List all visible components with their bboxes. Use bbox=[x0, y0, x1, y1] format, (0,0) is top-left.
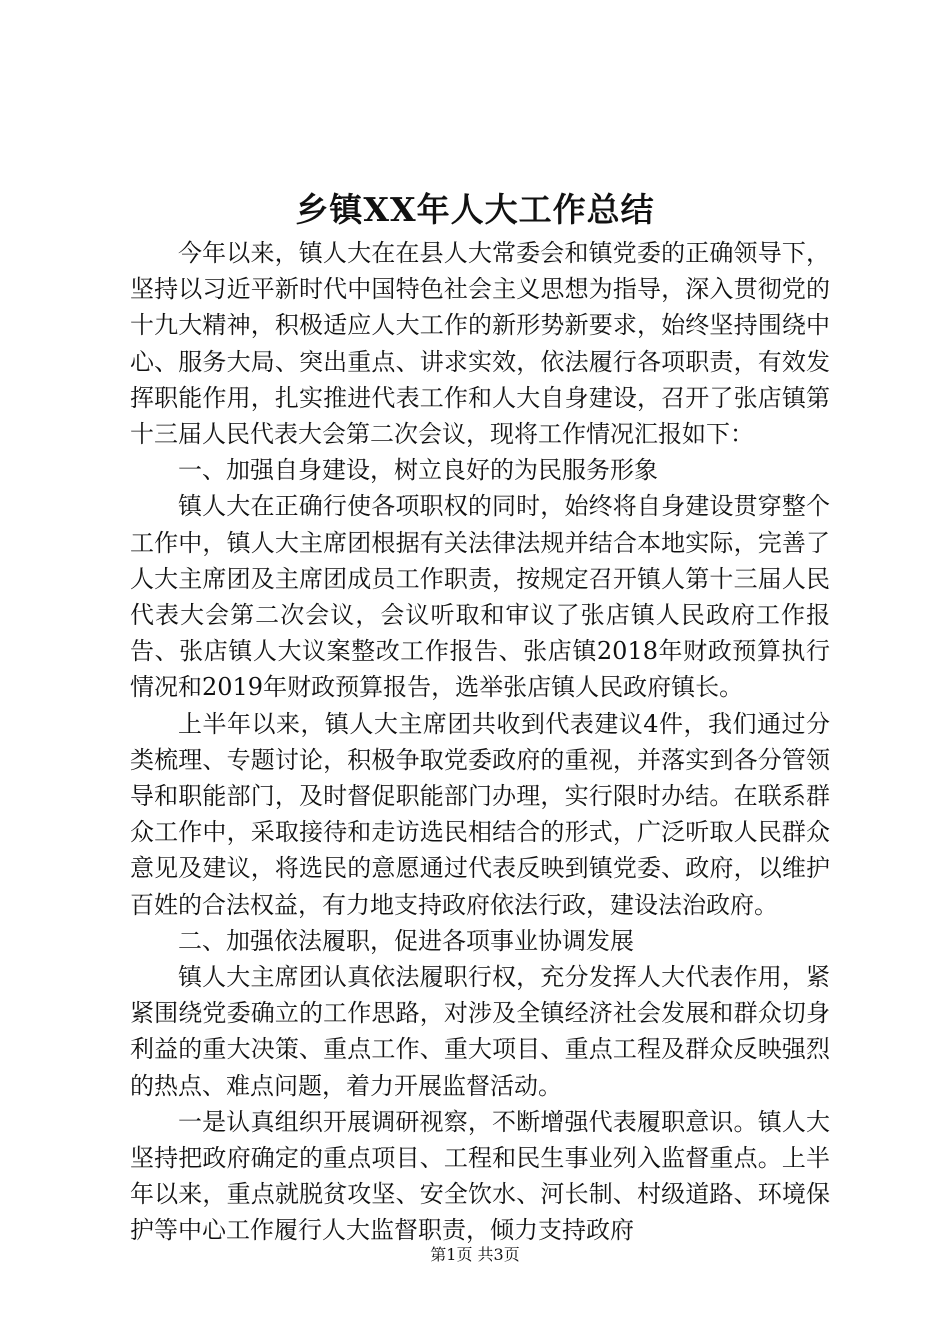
document-body bbox=[130, 235, 830, 1249]
paragraph-lawful-duties: 镇人大主席团认真依法履职行权，充分发挥人大代表作用，紧紧围绕党委确立的工作思路，对涉及全镇经济社会发展和群众切身利益的重大决策、重点工作、重大项目、重点工程及群众反映强烈的热点、难点问题，着力开展监督活动。 bbox=[130, 963, 830, 1100]
paragraph-research-inspection: 一是认真组织开展调研视察，不断增强代表履职意识。镇人大坚持把政府确定的重点项目、工程和民生事业列入监督重点。上半年以来，重点就脱贫攻坚、安全饮水、河长制、村级道路、环境保护等中心工作履行人大监督职责，倾力支持政府 bbox=[130, 1107, 830, 1245]
page-number-footer: 第1页 共3页 bbox=[430, 1245, 520, 1264]
section-heading-2: 二、加强依法履职，促进各项事业协调发展 bbox=[178, 926, 634, 955]
paragraph-intro: 今年以来，镇人大在在县人大常委会和镇党委的正确领导下，坚持以习近平新时代中国特色社会主义思想为指导，深入贯彻党的十九大精神，积极适应人大工作的新形势新要求，始终坚持围绕中心、服务大局、突出重点、讲求实效，依法履行各项职责，有效发挥职能作用，扎实推进代表工作和人大自身建设，召开了张店镇第十三届人民代表大会第二次会议，现将工作情况汇报如下： bbox=[130, 239, 830, 449]
paragraph-self-building: 镇人大在正确行使各项职权的同时，始终将自身建设贯穿整个工作中，镇人大主席团根据有关法律法规并结合本地实际，完善了人大主席团及主席团成员工作职责，按规定召开镇人第十三届人民代表大会第二次会议，会议听取和审议了张店镇人民政府工作报告、张店镇人大议案整改工作报告、张店镇2018年财政预算执行情况和2019年财政预算报告，选举张店镇人民政府镇长。 bbox=[130, 492, 830, 702]
paragraph-representative-suggestions: 上半年以来，镇人大主席团共收到代表建议4件，我们通过分类梳理、专题讨论，积极争取党委政府的重视，并落实到各分管领导和职能部门，及时督促职能部门办理，实行限时办结。在联系群众工作中，采取接待和走访选民相结合的形式，广泛听取人民群众意见及建议，将选民的意愿通过代表反映到镇党委、政府，以维护百姓的合法权益，有力地支持政府依法行政，建设法治政府。 bbox=[130, 709, 830, 919]
section-heading-1: 一、加强自身建设，树立良好的为民服务形象 bbox=[178, 456, 658, 485]
document-title: 乡镇XX年人大工作总结 bbox=[295, 190, 655, 229]
